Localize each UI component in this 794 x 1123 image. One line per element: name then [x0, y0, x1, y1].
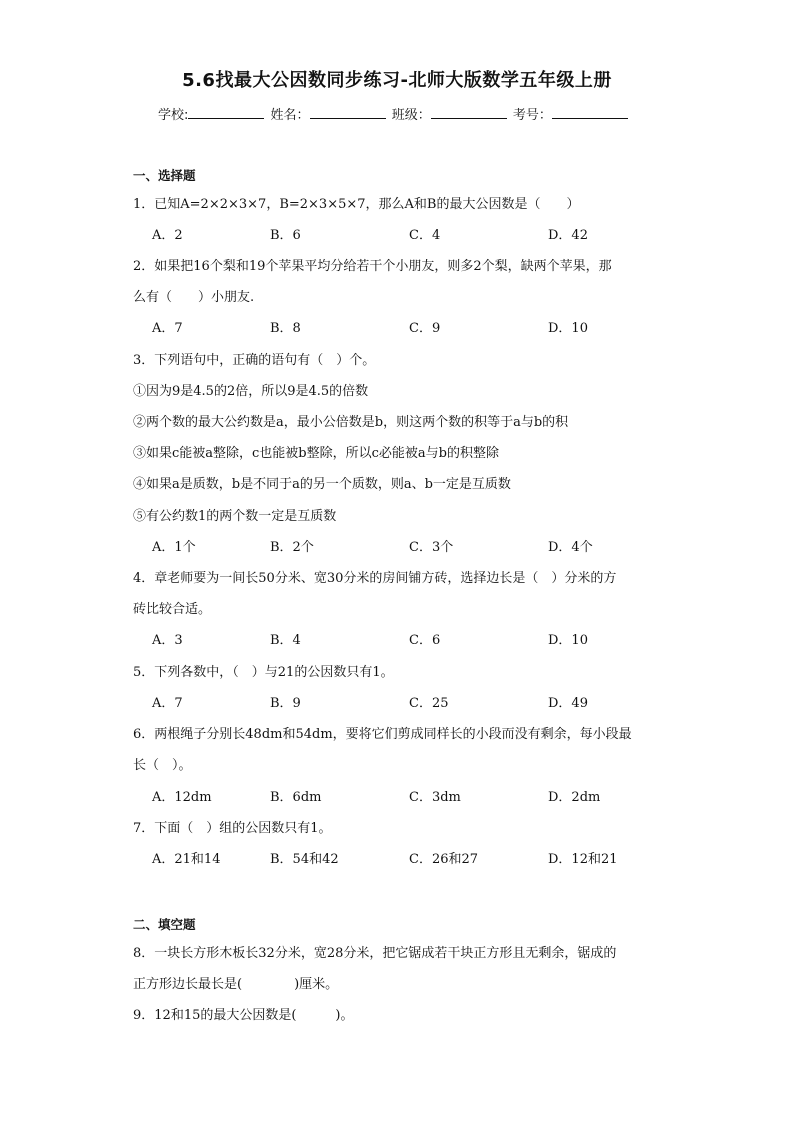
option-d: D．10 [548, 321, 588, 336]
question-2-text-line2: 么有（ ）小朋友. [133, 290, 255, 305]
option-c: C．25 [409, 696, 449, 711]
option-b: B．4 [270, 633, 301, 648]
question-6-text-line2: 长（ ）。 [133, 758, 192, 773]
option-a: A．21和14 [152, 852, 221, 867]
question-6-options [152, 786, 672, 804]
option-a: A．2 [152, 228, 183, 243]
question-3-statement-5: ⑤有公约数1的两个数一定是互质数 [133, 509, 337, 524]
option-c: C．9 [409, 321, 441, 336]
option-a: A．3 [152, 633, 183, 648]
class-blank [431, 106, 507, 119]
section-heading-fill-blank: 二、填空题 [133, 917, 196, 932]
option-b: B．9 [270, 696, 301, 711]
option-a: A．12dm [152, 790, 212, 805]
question-3-statement-1: ①因为9是4.5的2倍，所以9是4.5的倍数 [133, 384, 369, 399]
question-3-statement-2: ②两个数的最大公约数是a，最小公倍数是b，则这两个数的积等于a与b的积 [133, 415, 569, 430]
question-3-options [152, 536, 672, 554]
school-blank [188, 106, 264, 119]
question-4-text-line2: 砖比较合适。 [133, 602, 212, 617]
question-3-statement-3: ③如果c能被a整除，c也能被b整除，所以c必能被a与b的积整除 [133, 446, 499, 461]
exam-number-blank [552, 106, 628, 119]
option-d: D．2dm [548, 790, 601, 805]
option-c: C．3dm [409, 790, 461, 805]
page-title: 5.6找最大公因数同步练习-北师大版数学五年级上册 [182, 70, 612, 91]
name-blank [310, 106, 386, 119]
question-3-statement-4: ④如果a是质数，b是不同于a的另一个质数，则a、b一定是互质数 [133, 477, 511, 492]
option-c: C．3个 [409, 540, 454, 555]
option-d: D．49 [548, 696, 588, 711]
option-a: A．1个 [152, 540, 196, 555]
question-5-text: 5．下列各数中，（ ）与21的公因数只有1。 [133, 665, 394, 680]
option-d: D．42 [548, 228, 588, 243]
option-d: D．4个 [548, 540, 593, 555]
option-b: B．8 [270, 321, 301, 336]
question-5-options [152, 692, 672, 710]
question-3-text: 3．下列语句中，正确的语句有（ ）个。 [133, 353, 376, 368]
name-label: 姓名： [270, 108, 310, 123]
option-c: C．4 [409, 228, 441, 243]
question-7-options [152, 848, 672, 866]
option-b: B．6 [270, 228, 301, 243]
question-4-options [152, 629, 672, 647]
option-a: A．7 [152, 321, 183, 336]
question-7-text: 7．下面（ ）组的公因数只有1。 [133, 821, 332, 836]
question-2-text-line1: 2．如果把16个梨和19个苹果平均分给若干个小朋友，则多2个梨，缺两个苹果，那 [133, 259, 612, 274]
exam-number-label: 考号： [512, 108, 552, 123]
option-d: D．10 [548, 633, 588, 648]
option-c: C．26和27 [409, 852, 479, 867]
option-b: B．6dm [270, 790, 322, 805]
question-4-text-line1: 4．章老师要为一间长50分米、宽30分米的房间铺方砖，选择边长是（ ）分米的方 [133, 571, 617, 586]
question-1-options [152, 224, 672, 242]
question-8-text-line2: 正方形边长最长是( )厘米。 [133, 977, 339, 992]
option-d: D．12和21 [548, 852, 618, 867]
question-6-text-line1: 6．两根绳子分别长48dm和54dm，要将它们剪成同样长的小段而没有剩余，每小段最 [133, 727, 632, 742]
option-b: B．2个 [270, 540, 314, 555]
school-label: 学校: [158, 108, 189, 123]
section-heading-choice: 一、选择题 [133, 168, 196, 183]
class-label: 班级： [391, 108, 431, 123]
option-a: A．7 [152, 696, 183, 711]
student-info-line [158, 104, 628, 123]
question-1-text: 1．已知A=2×2×3×7，B=2×3×5×7，那么A和B的最大公因数是（ ） [133, 197, 580, 212]
option-c: C．6 [409, 633, 441, 648]
question-2-options [152, 317, 672, 335]
question-8-text-line1: 8．一块长方形木板长32分米，宽28分米，把它锯成若干块正方形且无剩余，锯成的 [133, 946, 617, 961]
question-9-text: 9．12和15的最大公因数是( )。 [133, 1008, 354, 1023]
option-b: B．54和42 [270, 852, 339, 867]
